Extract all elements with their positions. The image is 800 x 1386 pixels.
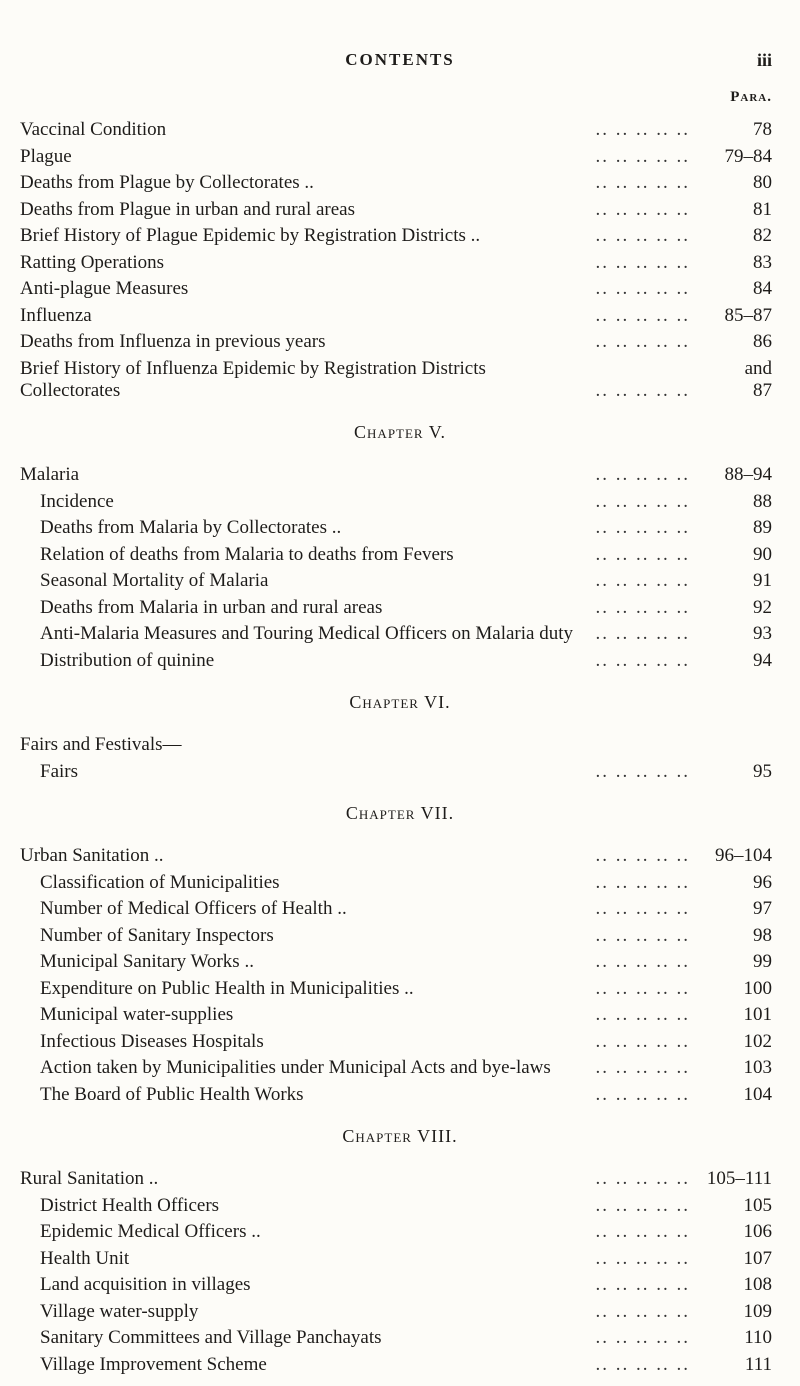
toc-entry xyxy=(0,568,800,594)
toc-entry xyxy=(0,870,800,896)
toc-entry-para: 80 xyxy=(753,172,772,193)
toc-entry-title: Urban Sanitation .. xyxy=(20,845,164,866)
toc-entry-para: 86 xyxy=(753,331,772,352)
toc-entry xyxy=(0,462,800,488)
toc-entry-title: Municipal Sanitary Works .. xyxy=(40,951,254,972)
dot-leaders: .. .. .. .. .. xyxy=(595,898,690,919)
dot-leaders: .. .. .. .. .. xyxy=(595,1247,690,1269)
dot-leaders: .. .. .. .. .. xyxy=(595,760,690,782)
toc-entry-title: Village water-supply xyxy=(40,1300,199,1322)
toc-entry-title: The Board of Public Health Works xyxy=(40,1083,304,1105)
dot-leaders: .. .. .. .. .. xyxy=(595,278,690,299)
dot-leaders: .. .. .. .. .. xyxy=(595,304,690,326)
toc-entry xyxy=(0,1166,800,1192)
toc-entry xyxy=(0,197,800,223)
toc-entry xyxy=(0,170,800,196)
toc-entry-title: Deaths from Plague in urban and rural areas xyxy=(20,198,356,220)
toc-entry xyxy=(0,1193,800,1219)
toc-entry xyxy=(0,303,800,329)
chapter-heading: Chapter VIII. xyxy=(342,1126,458,1146)
toc-entry-title: Rural Sanitation .. xyxy=(20,1168,159,1189)
toc-entry-title: Deaths from Malaria in urban and rural areas xyxy=(40,596,383,618)
toc-entry xyxy=(0,1325,800,1351)
toc-entry-title: Deaths from Influenza in previous years xyxy=(20,331,326,352)
toc-entry xyxy=(0,117,800,143)
toc-entry xyxy=(0,949,800,975)
dot-leaders: .. .. .. .. .. xyxy=(595,1327,690,1348)
chapter-heading: Chapter VI. xyxy=(349,692,451,712)
dot-leaders: .. .. .. .. .. xyxy=(595,1168,690,1189)
dot-leaders: .. .. .. .. .. xyxy=(595,1194,690,1216)
toc-entry-title: Deaths from Malaria by Collectorates .. xyxy=(40,517,342,538)
toc-entry xyxy=(0,276,800,302)
toc-entry-para: 104 xyxy=(743,1083,772,1105)
toc-entry-title: District Health Officers xyxy=(40,1194,220,1216)
toc-entry-title: Epidemic Medical Officers .. xyxy=(40,1221,261,1242)
dot-leaders: .. .. .. .. .. xyxy=(595,1030,690,1052)
toc-entry-para: 101 xyxy=(743,1004,772,1025)
dot-leaders: .. .. .. .. .. xyxy=(595,1083,690,1105)
dot-leaders: .. .. .. .. .. xyxy=(595,145,690,167)
toc-entry xyxy=(0,843,800,869)
dot-leaders: .. .. .. .. .. xyxy=(595,951,690,972)
dot-leaders: .. .. .. .. .. xyxy=(595,977,690,999)
toc-entry-title: Municipal water-supplies xyxy=(40,1004,234,1025)
toc-entry xyxy=(0,515,800,541)
page-number: iii xyxy=(756,50,772,70)
toc-entry xyxy=(0,223,800,249)
toc-entry-para: 109 xyxy=(743,1300,772,1322)
dot-leaders: .. .. .. .. .. xyxy=(595,623,690,644)
toc-entry-para: 106 xyxy=(743,1221,772,1242)
dot-leaders: .. .. .. .. .. xyxy=(595,596,690,618)
toc-entry xyxy=(0,378,800,404)
toc-entry xyxy=(0,489,800,515)
toc-entry-title: Incidence xyxy=(40,490,114,512)
toc-entry-title: Distribution of quinine xyxy=(40,649,215,671)
toc-entry xyxy=(0,923,800,949)
dot-leaders: .. .. .. .. .. xyxy=(595,871,690,893)
toc-entry xyxy=(0,144,800,170)
toc-entry-para: 99 xyxy=(753,951,772,972)
toc-entry-title: Influenza xyxy=(20,304,92,326)
toc-entry-title: Malaria xyxy=(20,464,80,485)
toc-entry-title: Deaths from Plague by Collectorates .. xyxy=(20,172,314,193)
toc-entry-para: 97 xyxy=(753,898,772,919)
toc-entry xyxy=(0,1352,800,1378)
toc-entry-para: 94 xyxy=(753,649,772,671)
dot-leaders: .. .. .. .. .. xyxy=(595,379,690,401)
toc-entry-title-end: and xyxy=(744,357,772,379)
toc-entry-para: 82 xyxy=(753,225,772,246)
toc-entry-para: 83 xyxy=(753,251,772,273)
dot-leaders: .. .. .. .. .. xyxy=(595,1057,690,1078)
toc-entry-title: Anti-plague Measures xyxy=(20,278,189,299)
toc-entry-title: Seasonal Mortality of Malaria xyxy=(40,570,269,591)
toc-entry-para: 105 xyxy=(743,1194,772,1216)
dot-leaders: .. .. .. .. .. xyxy=(595,172,690,193)
dot-leaders: .. .. .. .. .. xyxy=(595,1221,690,1242)
dot-leaders: .. .. .. .. .. xyxy=(595,490,690,512)
toc-entry-para: 91 xyxy=(753,570,772,591)
toc-entry xyxy=(0,732,800,758)
toc-entry-title: Vaccinal Condition xyxy=(20,119,167,140)
toc-entry-para: 96–104 xyxy=(715,845,772,866)
toc-entry-title: Sanitary Committees and Village Panchayats xyxy=(40,1327,382,1348)
toc-entry-title: Health Unit xyxy=(40,1247,130,1269)
toc-entry xyxy=(0,1272,800,1298)
toc-entry-para: 102 xyxy=(743,1030,772,1052)
toc-entry-para: 85–87 xyxy=(724,304,772,326)
toc-entry xyxy=(0,329,800,355)
toc-entry-title: Action taken by Municipalities under Municipal Acts and bye-laws xyxy=(40,1057,551,1078)
toc-entry-para: 100 xyxy=(743,977,772,999)
dot-leaders: .. .. .. .. .. xyxy=(595,225,690,246)
toc-entry-title: Plague xyxy=(20,145,72,167)
toc-entry xyxy=(0,1055,800,1081)
toc-entry-para: 79–84 xyxy=(724,145,772,167)
toc-entry-para: 103 xyxy=(743,1057,772,1078)
dot-leaders: .. .. .. .. .. xyxy=(595,570,690,591)
toc-entry-title: Fairs xyxy=(40,760,78,782)
toc-entry xyxy=(0,896,800,922)
toc-entry-para: 111 xyxy=(744,1353,772,1375)
toc-entry-para: 88–94 xyxy=(724,464,772,485)
dot-leaders: .. .. .. .. .. xyxy=(595,1300,690,1322)
dot-leaders: .. .. .. .. .. xyxy=(595,1274,690,1295)
toc-entry-para: 92 xyxy=(753,596,772,618)
toc-entry-title: Classification of Municipalities xyxy=(40,871,280,893)
toc-entry-title: Relation of deaths from Malaria to deaths from Fevers xyxy=(40,543,454,565)
toc-entry-para: 105–111 xyxy=(706,1168,772,1189)
toc-entry-para: 90 xyxy=(753,543,772,565)
toc-entry-title: Land acquisition in villages xyxy=(40,1274,251,1295)
dot-leaders: .. .. .. .. .. xyxy=(595,251,690,273)
dot-leaders: .. .. .. .. .. xyxy=(595,649,690,671)
dot-leaders: .. .. .. .. .. xyxy=(595,1353,690,1375)
toc-entry-para: 78 xyxy=(753,119,772,140)
chapter-heading: Chapter VII. xyxy=(345,803,455,823)
toc-entry-title: Brief History of Influenza Epidemic by Registration Districts xyxy=(20,357,486,379)
para-column-label: Para. xyxy=(730,89,772,105)
toc-entry-title: Expenditure on Public Health in Municipalities .. xyxy=(40,977,414,999)
toc-entry-title: Collectorates xyxy=(20,379,121,401)
toc-entry-para: 89 xyxy=(753,517,772,538)
toc-entry-para: 95 xyxy=(753,760,772,782)
dot-leaders: .. .. .. .. .. xyxy=(595,924,690,946)
toc-entry xyxy=(0,1246,800,1272)
toc-entry xyxy=(0,595,800,621)
toc-entry xyxy=(0,759,800,785)
toc-entry xyxy=(0,648,800,674)
toc-entry-title: Fairs and Festivals— xyxy=(20,734,182,755)
toc-entry-para: 110 xyxy=(744,1327,772,1348)
toc-entry-title: Infectious Diseases Hospitals xyxy=(40,1030,264,1052)
dot-leaders: .. .. .. .. .. xyxy=(595,543,690,565)
dot-leaders: .. .. .. .. .. xyxy=(595,464,690,485)
toc-entry-para: 108 xyxy=(743,1274,772,1295)
chapter-heading: Chapter V. xyxy=(354,422,446,442)
toc-entry-para: 98 xyxy=(753,924,772,946)
dot-leaders: .. .. .. .. .. xyxy=(595,198,690,220)
toc-entry-title: Brief History of Plague Epidemic by Registration Districts .. xyxy=(20,225,481,246)
dot-leaders: .. .. .. .. .. xyxy=(595,119,690,140)
dot-leaders: .. .. .. .. .. xyxy=(595,845,690,866)
toc-entry xyxy=(0,1002,800,1028)
toc-entry-para: 96 xyxy=(753,871,772,893)
toc-entry-title: Village Improvement Scheme xyxy=(40,1353,267,1375)
toc-entry-para: 88 xyxy=(753,490,772,512)
toc-entry-para: 81 xyxy=(753,198,772,220)
toc-entry xyxy=(0,1219,800,1245)
toc-entry xyxy=(0,1299,800,1325)
toc-entry-title: Number of Medical Officers of Health .. xyxy=(40,898,347,919)
running-head: CONTENTS xyxy=(345,50,455,69)
toc-entry xyxy=(0,542,800,568)
toc-entry-title: Anti-Malaria Measures and Touring Medical Officers on Malaria duty xyxy=(40,623,573,644)
toc-entry xyxy=(0,1082,800,1108)
toc-entry-title: Ratting Operations xyxy=(20,251,165,273)
toc-entry-para: 87 xyxy=(753,379,772,401)
toc-entry-title: Number of Sanitary Inspectors xyxy=(40,924,274,946)
toc-entry xyxy=(0,621,800,647)
toc-entry xyxy=(0,976,800,1002)
toc-entry-para: 84 xyxy=(753,278,772,299)
toc-entry xyxy=(0,1029,800,1055)
dot-leaders: .. .. .. .. .. xyxy=(595,331,690,352)
toc-entry-para: 107 xyxy=(743,1247,772,1269)
dot-leaders: .. .. .. .. .. xyxy=(595,517,690,538)
toc-entry xyxy=(0,250,800,276)
toc-entry-para: 93 xyxy=(753,623,772,644)
dot-leaders: .. .. .. .. .. xyxy=(595,1004,690,1025)
